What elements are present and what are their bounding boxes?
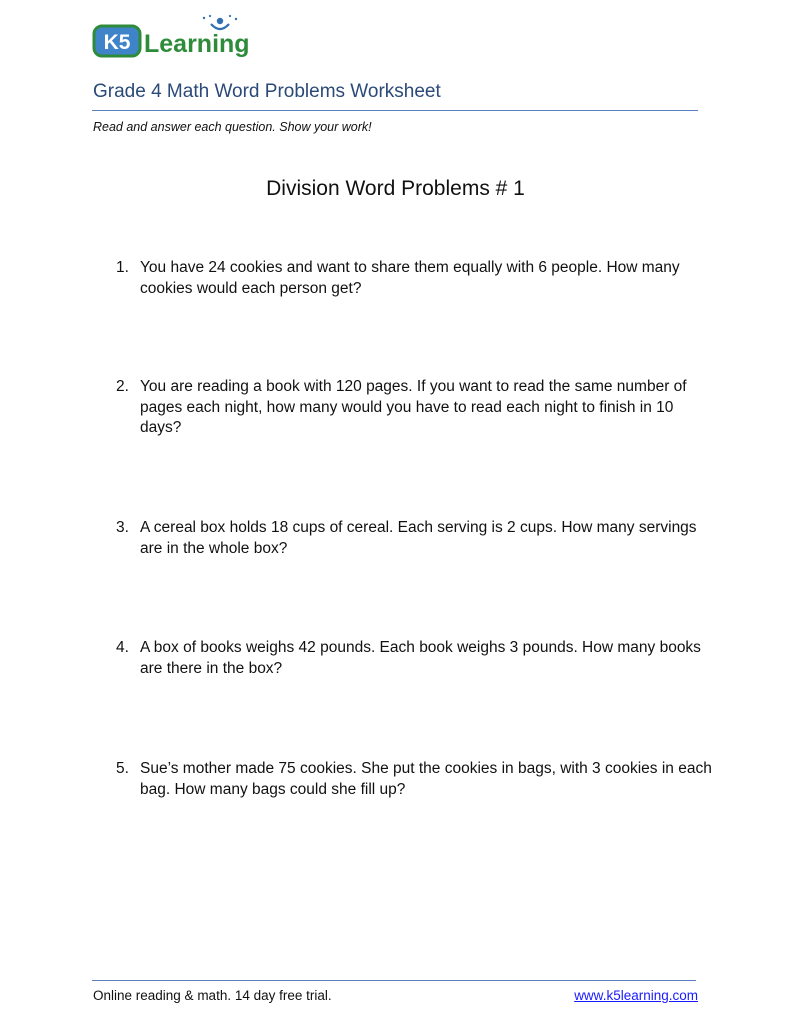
k5-learning-logo (92, 14, 264, 60)
question-1 (116, 258, 716, 299)
svg-text:Learning: Learning (144, 30, 250, 58)
worksheet-subject: Grade 4 Math Word Problems Worksheet (93, 81, 441, 102)
logo-figure-arms-icon (211, 24, 229, 29)
question-5 (116, 759, 716, 800)
svg-text:K5: K5 (103, 31, 131, 54)
worksheet-title: Division Word Problems # 1 (266, 177, 525, 200)
instructions: Read and answer each question. Show your work! (93, 120, 372, 134)
logo-figure-head-icon (217, 18, 223, 24)
question-number: 4. (116, 639, 129, 656)
question-3 (116, 518, 716, 559)
question-text: A box of books weighs 42 pounds. Each book weighs 3 pounds. How many books are there in the box? (140, 639, 701, 677)
header-divider (92, 110, 698, 111)
question-text: You are reading a book with 120 pages. If you want to read the same number of pages each night, how many would you have to read each night to finish in 10 days? (140, 378, 687, 436)
question-text: You have 24 cookies and want to share them equally with 6 people. How many cookies would each person get? (140, 259, 680, 297)
footer-divider (92, 980, 696, 981)
question-number: 3. (116, 519, 129, 536)
question-text: A cereal box holds 18 cups of cereal. Each serving is 2 cups. How many servings are in the whole box? (140, 519, 697, 557)
question-2 (116, 377, 716, 439)
question-number: 1. (116, 259, 129, 276)
question-4 (116, 638, 716, 679)
question-number: 2. (116, 378, 129, 395)
question-number: 5. (116, 760, 129, 777)
website-link[interactable]: www.k5learning.com (574, 988, 698, 1003)
question-text: Sue’s mother made 75 cookies. She put the cookies in bags, with 3 cookies in each bag. How many bags could she fill up? (140, 760, 712, 798)
footer-tagline: Online reading & math. 14 day free trial. (93, 988, 332, 1003)
